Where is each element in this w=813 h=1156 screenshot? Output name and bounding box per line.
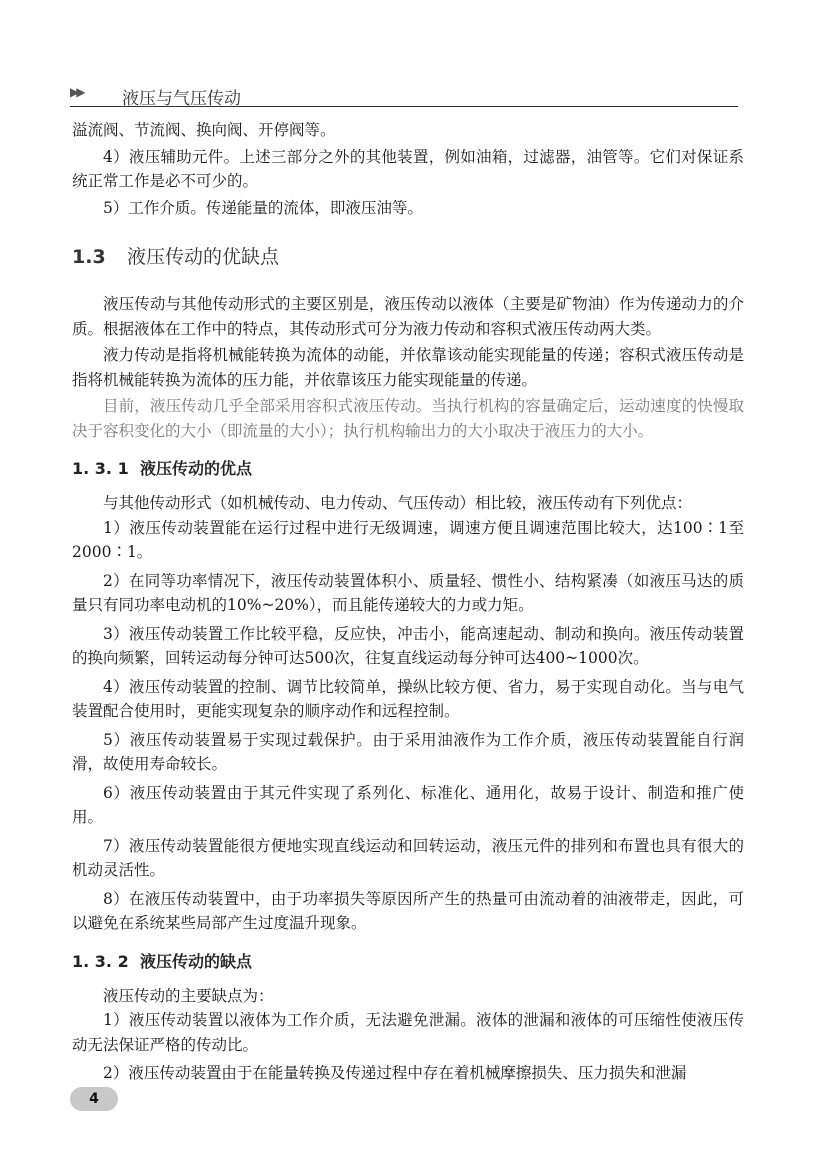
list-item: 5）液压传动装置易于实现过载保护。由于采用油液作为工作介质，液压传动装置能自行润滑，故使用寿命较长。 — [72, 730, 744, 773]
list-item: 2）在同等功率情况下，液压传动装置体积小、质量轻、惯性小、结构紧凑（如液压马达的质量只有同功率电动机的10%~20%），而且能传递较大的力或力矩。 — [72, 571, 744, 614]
list-item: 6）液压传动装置由于其元件实现了系列化、标准化、通用化，故易于设计、制造和推广使用。 — [72, 783, 744, 826]
paragraph: 与其他传动形式（如机械传动、电力传动、气压传动）相比较，液压传动有下列优点： — [103, 494, 693, 512]
intro-item-5: 5）工作介质。传递能量的流体，即液压油等。 — [103, 198, 423, 217]
list-item: 3）液压传动装置工作比较平稳，反应快，冲击小，能高速起动、制动和换向。液压传动装置的换向频繁，回转运动每分钟可达500次，往复直线运动每分钟可达400~1000次。 — [72, 624, 744, 667]
intro-item-4: 4）液压辅助元件。上述三部分之外的其他装置，例如油箱，过滤器，油管等。它们对保证系统正常工作是必不可少的。 — [72, 147, 744, 190]
running-header — [70, 84, 738, 107]
section-number: 1.3 — [72, 246, 106, 268]
list-item: 4）液压传动装置的控制、调节比较简单，操纵比较方便、省力，易于实现自动化。当与电气装置配合使用时，更能实现复杂的顺序动作和远程控制。 — [72, 677, 744, 720]
header-title: 液压与气压传动 — [122, 89, 241, 109]
header-arrows-icon: ▶▶ — [70, 85, 83, 99]
list-item: 1）液压传动装置以液体为工作介质，无法避免泄漏。液体的泄漏和液体的可压缩性使液压传动无法保证严格的传动比。 — [72, 1011, 744, 1054]
subsection-number: 1. 3. 1 — [72, 459, 129, 478]
intro-line-1: 溢流阀、节流阀、换向阀、开停阀等。 — [72, 121, 336, 139]
list-item: 1）液压传动装置能在运行过程中进行无级调速，调速方便且调速范围比较大，达100∶1至2000∶1。 — [72, 518, 744, 561]
subsection-number: 1. 3. 2 — [72, 951, 129, 971]
list-item: 8）在液压传动装置中，由于功率损失等原因所产生的热量可由流动着的油液带走，因此，可以避免在系统某些局部产生过度温升现象。 — [72, 889, 744, 932]
paragraph: 液压传动的主要缺点为： — [103, 986, 274, 1005]
list-item: 2）液压传动装置由于在能量转换及传递过程中存在着机械摩擦损失、压力损失和泄漏 — [103, 1064, 687, 1082]
section-heading-1-3 — [72, 244, 744, 270]
subsection-heading-1-3-2 — [72, 950, 744, 974]
list-item: 7）液压传动装置能很方便地实现直线运动和回转运动，液压元件的排列和布置也具有很大的机动灵活性。 — [72, 836, 744, 879]
page-body — [72, 118, 744, 1086]
subsection-title: 液压传动的优点 — [140, 459, 253, 478]
section-title: 液压传动的优缺点 — [127, 246, 280, 268]
paragraph: 液压传动与其他传动形式的主要区别是，液压传动以液体（主要是矿物油）作为传递动力的介质。根据液体在工作中的特点，其传动形式可分为液力传动和容积式液压传动两大类。 — [72, 295, 744, 338]
page-number: 4 — [70, 1087, 118, 1111]
subsection-heading-1-3-1 — [72, 457, 744, 481]
paragraph: 液力传动是指将机械能转换为流体的动能，并依靠该动能实现能量的传递；容积式液压传动是指将机械能转换为流体的压力能，并依靠该压力能实现能量的传递。 — [72, 346, 744, 389]
paragraph: 目前，液压传动几乎全部采用容积式液压传动。当执行机构的容量确定后，运动速度的快慢取决于容积变化的大小（即流量的大小）；执行机构输出力的大小取决于液压力的大小。 — [72, 397, 744, 440]
subsection-title: 液压传动的缺点 — [140, 951, 253, 971]
